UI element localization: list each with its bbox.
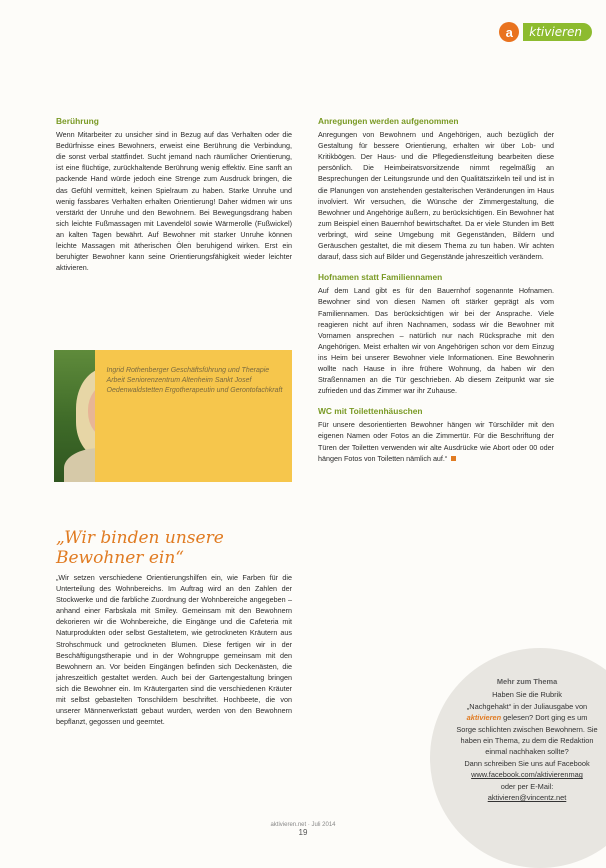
portrait-photo bbox=[54, 350, 95, 482]
aktivieren-badge bbox=[499, 22, 592, 42]
section-beruehrung bbox=[56, 116, 292, 273]
info-line: „Nachgehakt“ in der Juliausgabe von bbox=[466, 701, 588, 711]
section-text: Anregungen von Bewohnern und Angehörigen, auch bezüglich der Gestaltung für bessere Orientierung, erhalten wir über Lob- und Kritikbögen. Der Haus- und die Pflegedienstleitung bearbeiten diese persönlich. Die Heimbeiratsvorsitzende nimmt regelmäßig an Besprechungen der Leitungsrunde und den Qualitätszirkeln teil und ist in die Planungen von anstehenden gestalterischen Veränderungen im Haus involviert. Wir versuchen, die Wünsche der Zimmergestaltung, die Bewohner und Angehörige äußern, zu berücksichtigen. Ein Bewohner hat zum Beispiel einen Bauernhof bewirtschaftet. Da er viele Stunden im Bett verbringt, wird seine Umgebung mit Gegenständen, Bildern und Geräuschen gestaltet, die mit diesem Thema zu tun haben. Wir achten darauf, dass sich auf Bilder und Gegenstände jahreszeitlich verändern. bbox=[318, 130, 554, 262]
facebook-link[interactable]: www.facebook.com/aktivierenmag bbox=[471, 770, 583, 780]
section-text: Für unsere desorientierten Bewohner hängen wir Türschilder mit den eigenen Namen oder Fotos an die Zimmertür. Für die Beschriftung der Türen der Toiletten verwenden wir alte Ausdrücke wie Abort oder 00 oder hängen Fotos von Toiletten nämlich auf.“ bbox=[318, 420, 554, 463]
quote-text: „Wir setzen verschiedene Orientierungshilfen ein, wie Farben für die Unterteilung des Wohnbereichs. Im Auftrag wird an den Zahlen der Stockwerke und die farbliche Zuordnung der Wohnbereiche angegeben – anhand einer Farbskala mit Smiley. Gemeinsam mit den Bewohnern dekorieren wir die Wohnbereiche, die Eingänge und die Cafeteria mit Naturprodukten oder selbst Gestaltetem, wie getrockneten Kräutern aus Strohschmuck und getrockneten Blumen. Diese fertigen wir in der Beschäftigungstherapie und in der Wohngruppe gemeinsam mit den Bewohnern an. Vor beiden Eingängen befinden sich Deckenästen, die jahreszeitlich gestaltet werden. Auch bei der Gartengestaltung bringen sich die Bewohner ein. Im Kräutergarten sind die verschiedenen Kräuter mit selbst gebastelten Tonschildern beschriftet. Hochbeete, die von unserer Männerwerkstatt gebaut wurden, werden von den Bewohnern bepflanzt, gegossen und geerntet. bbox=[56, 573, 292, 727]
portrait-box bbox=[54, 350, 292, 482]
left-column bbox=[56, 116, 292, 283]
section-text: Wenn Mitarbeiter zu unsicher sind in Bezug auf das Verhalten oder die Bedürfnisse eines Bewohners, erweist eine Berührung die Verbindung, die sonst verbal stattfindet. Sucht jemand nach räumlicher Orientierung, ist eine flüchtige, zurückhaltende Berührung wenig effektiv. Eine sanft an packende Hand würde jedoch eine Strenge zum Ausdruck bringen, die das Gefühl vermittelt, keinen Spielraum zu haben. Starke Unruhe und wenig fassbares Verhalten erhalten Orientierung! Daher widmen wir uns verstärkt der Unruhe und den Bewohnern. Bei Bewegungsdrang haben sich leichte Fußmassagen mit Lavendelöl sowie Wärmerolle (Fußwickel) an kalten Tagen bewährt. Auf Bewohner mit starker Unruhe können leichte Massagen mit ätherischen Ölen beruhigend wirken. Erst ein beruhigter Bewohner kann seine Orientierungsfähigkeit wieder leichter aktivieren. bbox=[56, 130, 292, 273]
section-heading: Anregungen werden aufgenommen bbox=[318, 116, 459, 126]
info-line: Haben Sie die Rubrik bbox=[492, 690, 562, 700]
info-line: Dann schreiben Sie uns auf Facebook bbox=[464, 758, 590, 768]
info-line: oder per E-Mail: bbox=[500, 781, 554, 791]
section-anregungen bbox=[318, 116, 554, 262]
footer-url: aktivieren.net · Juli 2014 bbox=[270, 822, 336, 828]
info-title: Mehr zum Thema bbox=[496, 677, 558, 686]
page-number: 19 bbox=[298, 828, 308, 837]
badge-label: ktivieren bbox=[523, 23, 592, 41]
email-link[interactable]: aktivieren@vincentz.net bbox=[487, 793, 567, 803]
section-wc bbox=[318, 406, 554, 463]
portrait-caption: Ingrid Rothenberger Geschäftsführung und Therapie Arbeit Seniorenzentrum Altenheim Sankt Josef Oedenwaldstetten Ergotherapeutin und Gerontofachkraft bbox=[106, 367, 283, 394]
info-line: aktivieren gelesen? Dort ging es um bbox=[466, 713, 588, 723]
badge-logo-icon: a bbox=[499, 22, 519, 42]
quote-body bbox=[56, 572, 292, 727]
section-text: Auf dem Land gibt es für den Bauernhof sogenannte Hofnamen. Bewohner sind von diesen Namen oft stärker geprägt als vom Familiennamen. Das berücksichtigen wir bei der Ansprache. Viele reagieren nicht auf ihren Nachnamen, sodass wir die Bewohner mit Vornamen ansprechen – natürlich nur nach Rücksprache mit den Angehörigen. Meist erhalten wir von Angehörigen schon vor dem Einzug ins Heim bei unserer Bewohner viele Informationen. Eine Bewohnerin wollte nach Hause in ihre frühere Wohnung, da haben wir den Straßennamen an die Tür geschrieben. Ab diesem Zeitpunkt war sie zufrieden und das Zimmer war ihr Zuhause. bbox=[318, 286, 554, 396]
right-column bbox=[318, 116, 554, 474]
section-heading: Hofnamen statt Familiennamen bbox=[318, 272, 443, 283]
info-box bbox=[454, 676, 600, 803]
info-line: Sorge schlichten zwischen Bewohnern. Sie haben ein Thema, zu dem die Redaktion einmal nachhaken sollte? bbox=[456, 724, 598, 757]
pull-quote: „Wir binden unsere Bewohner ein“ bbox=[56, 528, 224, 568]
section-heading: Berührung bbox=[56, 116, 99, 126]
section-hofnamen bbox=[318, 272, 554, 396]
end-mark-icon bbox=[451, 456, 456, 461]
section-heading: WC mit Toilettenhäuschen bbox=[318, 406, 423, 417]
info-brand: aktivieren bbox=[466, 713, 502, 723]
